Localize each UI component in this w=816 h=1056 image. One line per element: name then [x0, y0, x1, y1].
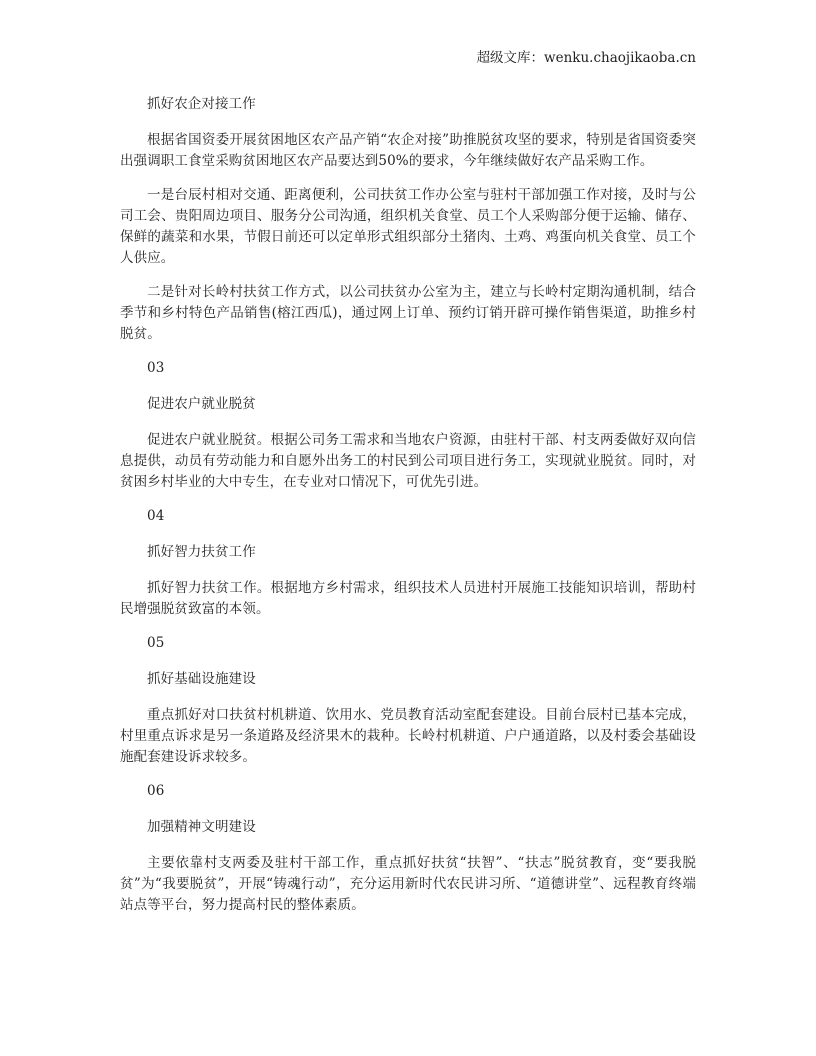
- body-paragraph: 重点抓好对口扶贫村机耕道、饮用水、党员教育活动室配套建设。目前台辰村已基本完成，村里重点诉求是另一条道路及经济果木的栽种。长岭村机耕道、户户通道路，以及村委会基础设施配套建设诉求较多。: [120, 707, 696, 765]
- body-paragraph: 主要依靠村支两委及驻村干部工作，重点抓好扶贫“扶智”、“扶志”脱贫教育，变“要我脱贫”为“我要脱贫”，开展“铸魂行动”，充分运用新时代农民讲习所、“道德讲堂”、远程教育终端站点等平台，努力提高村民的整体素质。: [120, 855, 696, 913]
- section-heading: 加强精神文明建设: [147, 819, 256, 835]
- header-site-label: 超级文库：wenku.chaojikaoba.cn: [476, 50, 696, 66]
- body-paragraph: 一是台辰村相对交通、距离便利，公司扶贫工作办公室与驻村干部加强工作对接，及时与公司工会、贵阳周边项目、服务分公司沟通，组织机关食堂、员工个人采购部分便于运输、储存、保鲜的蔬菜和水果，节假日前还可以定单形式组织部分土猪肉、土鸡、鸡蛋向机关食堂、员工个人供应。: [120, 187, 696, 266]
- section-number: 03: [147, 360, 165, 376]
- section-number: 05: [147, 635, 165, 651]
- body-paragraph: 促进农户就业脱贫。根据公司务工需求和当地农户资源，由驻村干部、村支两委做好双向信息提供，动员有劳动能力和自愿外出务工的村民到公司项目进行务工，实现就业脱贫。同时，对贫困乡村毕业的大中专生，在专业对口情况下，可优先引进。: [120, 432, 696, 490]
- document-body: [120, 94, 696, 929]
- body-paragraph: 根据省国资委开展贫困地区农产品产销“农企对接”助推脱贫攻坚的要求，特别是省国资委突出强调职工食堂采购贫困地区农产品要达到50%的要求，今年继续做好农产品采购工作。: [120, 132, 696, 169]
- section-heading: 抓好基础设施建设: [147, 671, 256, 687]
- section-heading: 促进农户就业脱贫: [147, 396, 256, 412]
- section-number: 04: [147, 508, 165, 524]
- section-number: 06: [147, 783, 165, 799]
- section-heading: 抓好农企对接工作: [147, 96, 256, 112]
- body-paragraph: 二是针对长岭村扶贫工作方式，以公司扶贫办公室为主，建立与长岭村定期沟通机制，结合季节和乡村特色产品销售(榕江西瓜)，通过网上订单、预约订销开辟可操作销售渠道，助推乡村脱贫。: [120, 284, 696, 342]
- section-heading: 抓好智力扶贫工作: [147, 544, 256, 560]
- body-paragraph: 抓好智力扶贫工作。根据地方乡村需求，组织技术人员进村开展施工技能知识培训，帮助村民增强脱贫致富的本领。: [120, 580, 696, 617]
